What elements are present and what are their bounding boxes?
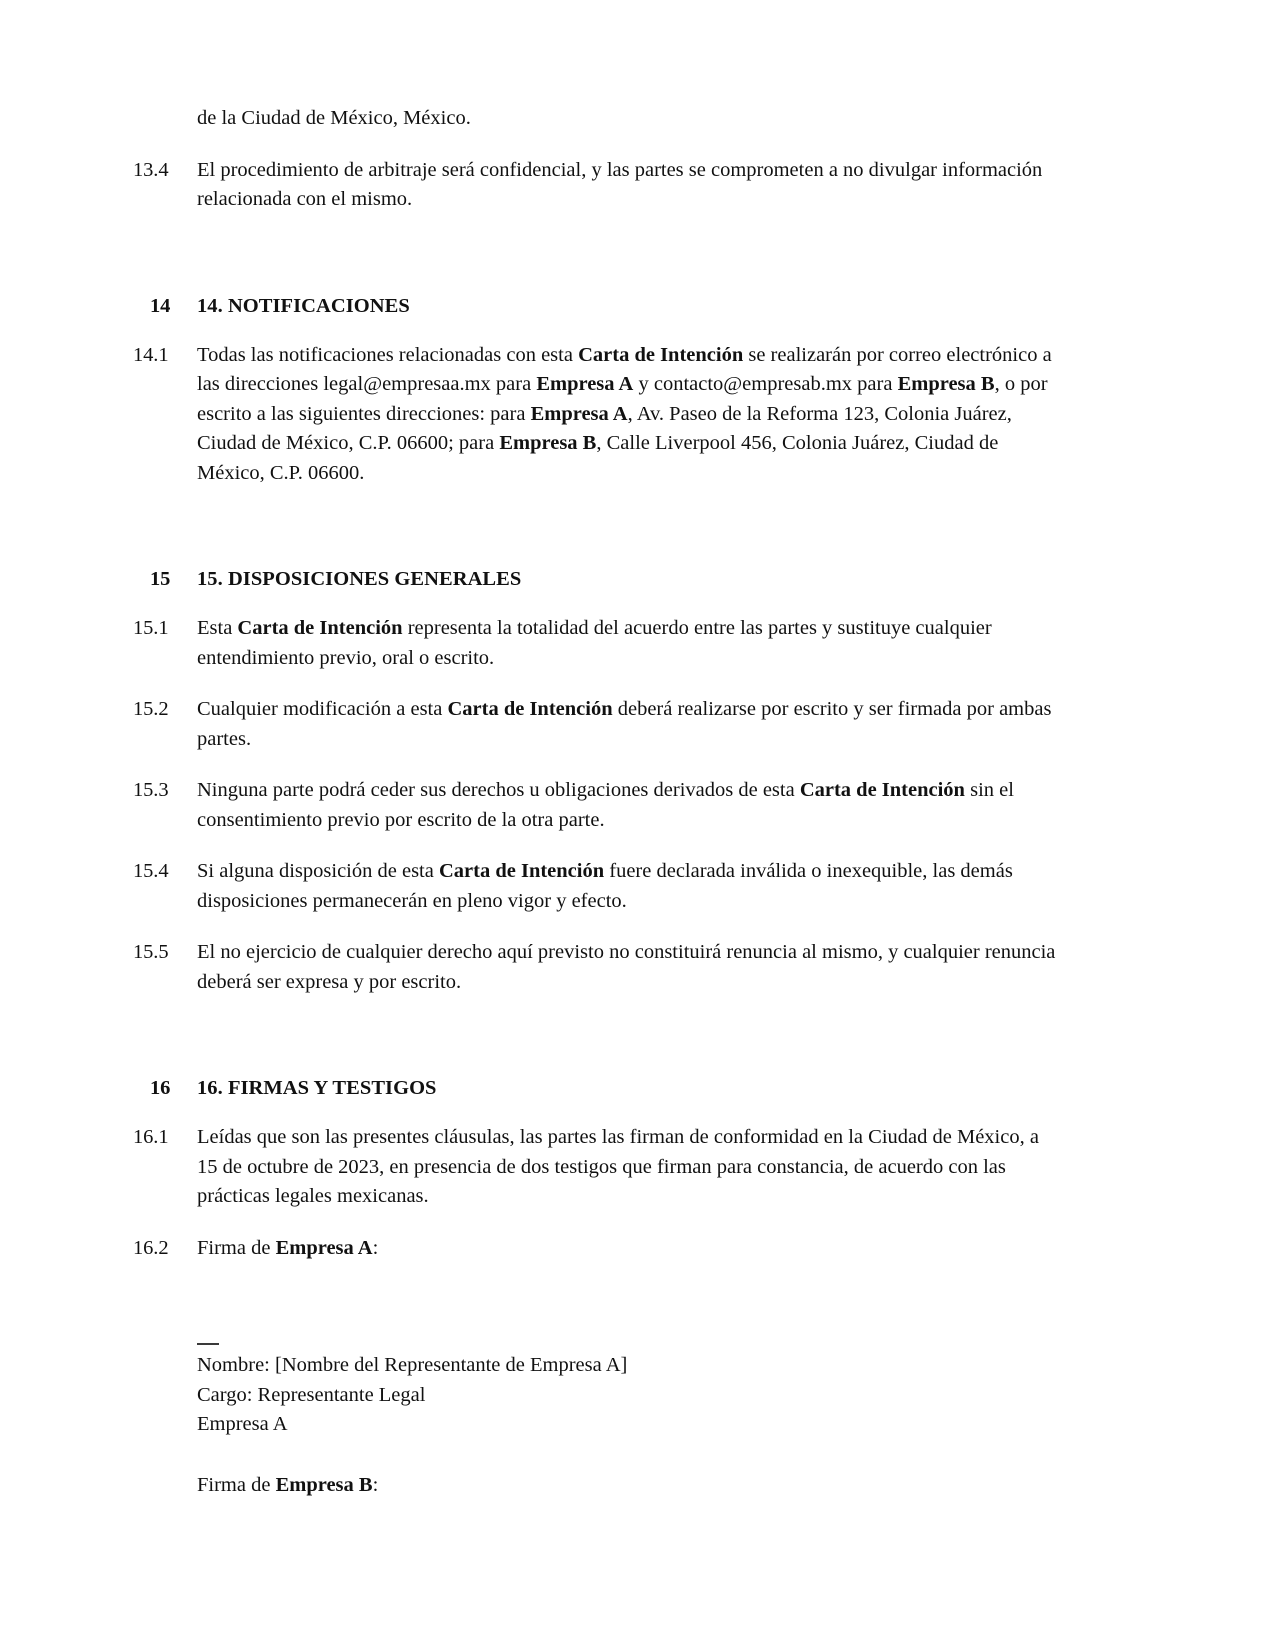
clause-16-2	[133, 1234, 1063, 1264]
text-run: Si alguna disposición de esta	[197, 860, 439, 882]
signature-block-empresa-a	[133, 1285, 1063, 1500]
clause-text	[197, 341, 1063, 489]
text-run: El no ejercicio de cualquier derecho aquí previsto no constituirá renuncia al mismo, y cualquier renuncia deberá ser expresa y por escrito.	[197, 941, 1056, 993]
section-title: 16. FIRMAS Y TESTIGOS	[197, 1077, 437, 1099]
text-run: Leídas que son las presentes cláusulas, las partes las firman de conformidad en la Ciudad de México, a 15 de octubre de 2023, en presencia de dos testigos que firman para constancia, de acuerdo con las prácticas legales mexicanas.	[197, 1126, 1039, 1207]
clause-text	[197, 857, 1063, 916]
carryover-paragraph	[133, 104, 1063, 134]
section-number: 15	[150, 568, 171, 590]
signature-label-suffix: :	[372, 1473, 379, 1496]
section-number: 14	[150, 294, 171, 317]
signature-label-company: Empresa B	[275, 1473, 373, 1496]
section-heading-15	[133, 510, 1063, 614]
emphasis-term: Carta de Intención	[799, 779, 965, 801]
text-run: :	[372, 1236, 379, 1259]
carryover-text: de la Ciudad de México, México.	[197, 107, 471, 129]
clause-text	[197, 1234, 1063, 1264]
emphasis-term: Empresa A	[275, 1236, 373, 1259]
text-run: Firma de	[197, 1236, 276, 1259]
signature-label-empresa-b	[197, 1471, 1063, 1501]
clause-text	[197, 695, 1063, 754]
clause-14-1	[133, 341, 1063, 489]
text-run: Esta	[197, 617, 238, 639]
emphasis-term: Carta de Intención	[438, 860, 605, 882]
text-run: Ninguna parte podrá ceder sus derechos u obligaciones derivados de esta	[197, 779, 800, 801]
clause-15-4	[133, 857, 1063, 916]
clause-text	[197, 1123, 1063, 1212]
clause-number: 15.2	[133, 698, 169, 720]
section-title: 15. DISPOSICIONES GENERALES	[197, 568, 522, 590]
signature-role-line: Cargo: Representante Legal	[197, 1383, 426, 1406]
emphasis-term: Carta de Intención	[237, 617, 403, 639]
emphasis-term: Empresa A	[530, 402, 628, 425]
clause-text	[197, 776, 1063, 835]
text-run: sin el consentimiento previo por escrito de la otra parte.	[197, 779, 1014, 831]
text-run: Todas las notificaciones relacionadas con esta	[197, 343, 579, 366]
clause-number: 15.4	[133, 860, 169, 882]
text-run: deberá realizarse por escrito y ser firmada por ambas partes.	[197, 698, 1052, 750]
clause-number: 15.3	[133, 779, 169, 801]
clause-15-1	[133, 614, 1063, 673]
emphasis-term: Empresa A	[536, 373, 634, 395]
clause-number: 15.1	[133, 617, 169, 639]
section-number: 16	[150, 1077, 171, 1099]
clause-16-1	[133, 1123, 1063, 1212]
signature-label-prefix: Firma de	[197, 1473, 276, 1496]
section-heading-16	[133, 1019, 1063, 1123]
clause-text	[197, 938, 1063, 997]
text-run: Cualquier modificación a esta	[197, 698, 448, 720]
clause-text	[197, 614, 1063, 673]
emphasis-term: Empresa B	[897, 373, 995, 395]
text-run: y contacto@empresab.mx para	[633, 373, 898, 395]
clause-number: 16.1	[133, 1126, 169, 1148]
signature-gap	[197, 1440, 1063, 1471]
emphasis-term: Carta de Intención	[578, 343, 744, 366]
text-run: fuere declarada inválida o inexequible, las demás disposiciones permanecerán en pleno vigor y efecto.	[197, 860, 1013, 912]
text-run: representa la totalidad del acuerdo entre las partes y sustituye cualquier entendimiento previo, oral o escrito.	[197, 617, 992, 669]
text-run: , o por escrito a las siguientes direcciones: para	[197, 373, 1048, 425]
text-run: , Av. Paseo de la Reforma 123, Colonia Juárez, Ciudad de México, C.P. 06600; para	[197, 402, 1012, 454]
signature-spacer	[197, 1285, 1063, 1343]
clause-13-4	[133, 156, 1063, 215]
clause-number: 16.2	[133, 1236, 169, 1259]
clause-number: 15.5	[133, 941, 169, 963]
clause-number: 13.4	[133, 158, 169, 181]
signature-line-rule	[197, 1343, 219, 1345]
clause-15-5	[133, 938, 1063, 997]
section-heading-14	[133, 237, 1063, 341]
signature-name-line: Nombre: [Nombre del Representante de Empresa A]	[197, 1354, 628, 1376]
text-run: se realizarán por correo electrónico a las direcciones legal@empresaa.mx para	[197, 343, 1052, 395]
emphasis-term: Carta de Intención	[447, 698, 613, 720]
signature-company-line: Empresa A	[197, 1413, 288, 1435]
text-run: , Calle Liverpool 456, Colonia Juárez, Ciudad de México, C.P. 06600.	[197, 432, 999, 484]
clause-text: El procedimiento de arbitraje será confidencial, y las partes se comprometen a no divulgar información relacionada con el mismo.	[197, 158, 1043, 210]
clause-15-3	[133, 776, 1063, 835]
emphasis-term: Empresa B	[499, 432, 597, 454]
clause-number: 14.1	[133, 343, 169, 366]
section-title: 14. NOTIFICACIONES	[197, 294, 410, 317]
clause-15-2	[133, 695, 1063, 754]
